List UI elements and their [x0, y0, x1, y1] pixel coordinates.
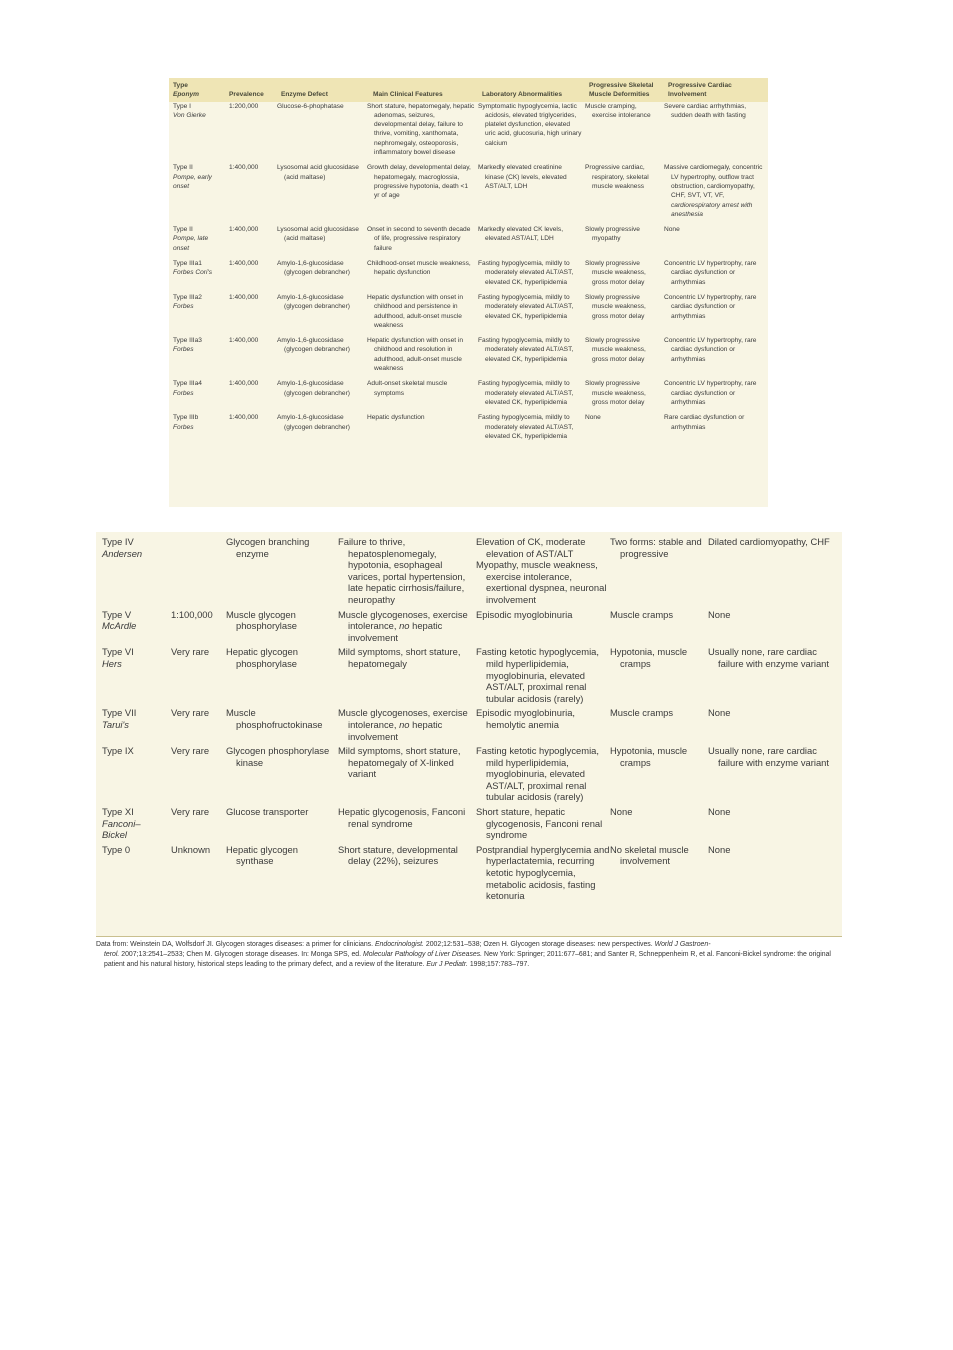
cell-lab-text: Markedly elevated CK levels, elevated AST/ALT, LDH [478, 226, 564, 243]
cell-type-text: Type IIIa4 [173, 380, 202, 388]
cell-skeletal [610, 643, 712, 704]
cell-cardiac [708, 606, 842, 644]
cell-enzyme [277, 287, 367, 330]
cell-prevalence [225, 157, 277, 219]
cell-type [169, 102, 225, 158]
cell-eponym: Von Gierke [173, 111, 206, 119]
cell-prevalence [225, 330, 277, 373]
footnote-line [96, 950, 844, 970]
cell-prevalence [165, 803, 230, 841]
cell-skeletal [610, 704, 712, 742]
cell-clinical [367, 287, 478, 330]
cell-type-text: Type 0 [102, 843, 131, 855]
cell-clinical [367, 157, 478, 219]
cell-skeletal [585, 330, 664, 373]
cell-prevalence [225, 287, 277, 330]
cell-eponym: Forbes [173, 423, 194, 431]
cell-prevalence [165, 643, 230, 704]
cell-eponym: Forbes Cori's [173, 269, 212, 277]
cell-clinical-text: Growth delay, developmental delay, hepatomegaly, macroglossia, progressive hypotonia, death <1 yr of age [367, 164, 471, 200]
cell-type [96, 532, 165, 606]
footnote-text: Fanconi-Bickel syndrome: the original patient and his natural history, historical steps leading to the primary defect, and a review of the literature. [104, 951, 831, 968]
cell-clinical-text: Onset in second to seventh decade of life, progressive respiratory failure [367, 226, 471, 252]
table-row [96, 841, 842, 902]
cell-eponym: Andersen [102, 547, 143, 559]
cell-enzyme-text: Amylo-1,6-glucosidase (glycogen debrancher) [277, 337, 350, 354]
cell-prevalence-text: 1:400,000 [229, 337, 259, 345]
cell-cardiac [664, 287, 768, 330]
table-row [169, 157, 768, 219]
cell-type [96, 803, 165, 841]
table-row [169, 407, 768, 441]
cell-skeletal-text: Muscle cramps [610, 608, 674, 620]
cell-skeletal-text: None [585, 414, 601, 422]
cell-cardiac-text: None [708, 843, 731, 855]
cell-type-text: Type IV [102, 536, 134, 547]
cell-lab-text: Fasting hypoglycemia, mildly to moderately elevated ALT/AST, elevated CK, hyperlipidemia [478, 380, 574, 406]
cell-type [169, 253, 225, 287]
cell-lab-text: Fasting hypoglycemia, mildly to moderately elevated ALT/AST, elevated CK, hyperlipidemia [478, 293, 574, 320]
cell-eponym: McArdle [102, 620, 137, 632]
cell-lab [476, 532, 614, 606]
footnote-journal: World J Gastroen- [654, 941, 711, 948]
cell-clinical-text: Muscle glycogenoses, exercise intolerance, [338, 707, 468, 730]
cell-clinical [338, 803, 480, 841]
cell-clinical-tail: hepatic involvement [348, 620, 443, 643]
cell-enzyme [277, 253, 367, 287]
cell-skeletal-text: Slowly progressive myopathy [585, 226, 640, 243]
cell-enzyme [226, 841, 342, 902]
cell-lab [478, 157, 585, 219]
cell-eponym: Hers [102, 657, 122, 669]
cell-type-text: Type VII [102, 707, 137, 719]
cell-cardiac-text: Massive cardiomegaly, concentric LV hypertrophy, outflow tract obstruction, cardiomyopathy, CHF, SVT, VT, VF, [664, 164, 763, 200]
table-row [96, 704, 842, 742]
cell-cardiac-text: Concentric LV hypertrophy, rare cardiac dysfunction or arrhythmias [664, 337, 757, 363]
cell-cardiac-text: None [708, 806, 731, 818]
cell-cardiac [664, 407, 768, 441]
cell-lab-text: Episodic myoglobinuria [476, 608, 573, 620]
cell-lab-extra: Myopathy, muscle weakness, exercise intolerance, exertional dyspnea, neuronal involvement [476, 559, 607, 605]
cell-enzyme [226, 704, 342, 742]
table-header-row [169, 78, 768, 102]
cell-skeletal-text: Hypotonia, muscle cramps [610, 646, 688, 669]
cell-prevalence [165, 704, 230, 742]
cell-clinical [367, 407, 478, 441]
cell-type [96, 841, 165, 902]
cell-lab-text: Fasting hypoglycemia, mildly to moderately elevated ALT/AST, elevated CK, hyperlipidemia [478, 260, 574, 286]
cell-cardiac [708, 742, 842, 803]
table-panel-upper [169, 78, 768, 507]
cell-type-text: Type IIIa3 [173, 337, 202, 345]
cell-lab [478, 219, 585, 253]
cell-skeletal [585, 407, 664, 441]
cell-enzyme [277, 102, 367, 158]
cell-clinical [367, 330, 478, 373]
table-row [169, 330, 768, 373]
cell-cardiac-text: Rare cardiac dysfunction or arrhythmias [664, 414, 745, 431]
cell-enzyme [277, 157, 367, 219]
cell-cardiac-text: Usually none, rare cardiac failure with enzyme variant [708, 745, 829, 768]
footnote-text: New York: Springer; 2011:677–681; and Santer R, Schneppenheim R, et al. [484, 951, 715, 958]
cell-clinical-text: Adult-onset skeletal muscle symptoms [367, 380, 448, 397]
cell-type [169, 373, 225, 407]
cell-cardiac-text: None [708, 707, 731, 719]
cell-enzyme [226, 742, 342, 803]
cell-skeletal [585, 253, 664, 287]
cell-clinical-text: Mild symptoms, short stature, hepatomegaly of X-linked variant [338, 745, 461, 780]
footnote-text: Data from: Weinstein DA, Wolfsdorf JI. Glycogen storages diseases: a primer for clinicians. [96, 941, 374, 948]
cell-prevalence [165, 841, 230, 902]
footnote-book: Molecular Pathology of Liver Diseases. [362, 951, 483, 958]
cell-cardiac [664, 219, 768, 253]
cell-clinical-text: Failure to thrive, hepatosplenomegaly, hypotonia, esophageal varices, portal hypertension, late hepatic cirrhosis/failure, neuropathy [338, 536, 466, 605]
cell-enzyme-text: Hepatic glycogen phosphorylase [226, 646, 298, 669]
cell-type-text: Type XI [102, 806, 134, 818]
cell-lab-text: Fasting hypoglycemia, mildly to moderately elevated ALT/AST, elevated CK, hyperlipidemia [478, 414, 574, 440]
table-body-upper [169, 102, 768, 442]
cell-clinical [338, 841, 480, 902]
cell-skeletal-text: Slowly progressive muscle weakness, gross motor delay [585, 380, 646, 406]
cell-enzyme-text: Hepatic glycogen synthase [226, 843, 298, 867]
cell-prevalence [225, 253, 277, 287]
cell-clinical-italic: no [399, 620, 410, 632]
cell-cardiac [708, 704, 842, 742]
table-row [169, 102, 768, 158]
cell-enzyme-text: Glucose transporter [226, 806, 309, 818]
cell-lab-text: Symptomatic hypoglycemia, lactic acidosis, elevated triglycerides, platelet dysfunction, elevated uric acid, glucosuria, high urinary calcium [478, 102, 582, 147]
cell-type-text: Type II [173, 164, 193, 172]
cell-clinical-text: Hepatic dysfunction [367, 414, 425, 422]
cell-skeletal [585, 287, 664, 330]
cell-lab [478, 102, 585, 158]
header-skeletal: Progressive Skeletal Muscle Deformities [585, 78, 664, 102]
gsd-table-lower [96, 532, 842, 902]
cell-prevalence-text: 1:200,000 [229, 102, 259, 110]
cell-clinical-text: Muscle glycogenoses, exercise intolerance, [338, 608, 468, 632]
cell-enzyme-text: Muscle glycogen phosphorylase [226, 608, 297, 632]
cell-skeletal-text: No skeletal muscle involvement [610, 843, 689, 867]
cell-lab [476, 742, 614, 803]
cell-lab-text: Short stature, hepatic glycogenosis, Fanconi renal syndrome [476, 806, 603, 841]
cell-prevalence [225, 102, 277, 158]
cell-cardiac [664, 373, 768, 407]
cell-cardiac-text: Concentric LV hypertrophy, rare cardiac dysfunction or arrhythmias [664, 260, 757, 286]
cell-prevalence-text: 1:400,000 [229, 293, 259, 301]
cell-prevalence-text: Unknown [171, 843, 211, 855]
cell-cardiac-text: Concentric LV hypertrophy, rare cardiac dysfunction or arrhythmias [664, 293, 757, 320]
cell-enzyme-text: Glycogen phosphorylase kinase [226, 745, 330, 768]
gsd-table-upper [169, 78, 768, 441]
cell-enzyme-text: Muscle phosphofructokinase [226, 707, 323, 730]
cell-skeletal [610, 803, 712, 841]
cell-type [96, 704, 165, 742]
cell-skeletal-text: Slowly progressive muscle weakness, gross motor delay [585, 293, 646, 320]
cell-lab [476, 606, 614, 644]
table-row [96, 606, 842, 644]
cell-prevalence-text: 1:400,000 [229, 380, 259, 388]
cell-eponym: Fanconi–Bickel [102, 817, 141, 841]
cell-cardiac [708, 643, 842, 704]
cell-lab-text: Markedly elevated creatinine kinase (CK) levels, elevated AST/ALT, LDH [478, 164, 567, 190]
cell-cardiac-text: Concentric LV hypertrophy, rare cardiac dysfunction or arrhythmias [664, 380, 757, 406]
cell-type-text: Type VI [102, 646, 134, 658]
header-prevalence: Prevalence [225, 78, 277, 102]
cell-type [169, 157, 225, 219]
cell-enzyme [226, 803, 342, 841]
footnote-text: 1998;157:783–797. [469, 961, 530, 968]
cell-skeletal [585, 219, 664, 253]
cell-type-text: Type IIIb [173, 414, 199, 422]
header-cardiac: Progressive Cardiac Involvement [664, 78, 768, 102]
cell-eponym: Forbes [173, 303, 194, 311]
cell-clinical [338, 742, 480, 803]
footnote-text: 2007;13:2541–2533; Chen M. Glycogen storage diseases. In: Monga SPS, ed. [121, 951, 362, 958]
cell-type-text: Type IIIa1 [173, 260, 202, 268]
header-type [169, 78, 225, 102]
table-row [169, 219, 768, 253]
cell-enzyme [277, 407, 367, 441]
table-footnote [96, 940, 844, 970]
cell-prevalence-text: 1:400,000 [229, 226, 259, 234]
cell-clinical-text: Hepatic glycogenosis, Fanconi renal syndrome [338, 806, 466, 829]
cell-prevalence [225, 407, 277, 441]
cell-prevalence-text: Very rare [171, 646, 210, 658]
cell-cardiac [664, 330, 768, 373]
table-body-lower [96, 532, 842, 902]
cell-type [169, 219, 225, 253]
cell-cardiac [708, 841, 842, 902]
cell-type-text: Type IX [102, 745, 134, 757]
cell-lab [478, 407, 585, 441]
cell-enzyme [277, 373, 367, 407]
cell-skeletal [585, 373, 664, 407]
cell-clinical-text: Hepatic dysfunction with onset in childhood and persistence in adulthood, adult-onset muscle weakness [367, 293, 464, 329]
cell-cardiac-text: Severe cardiac arrhythmias, sudden death with fasting [664, 102, 747, 119]
cell-type [169, 287, 225, 330]
cell-type [96, 643, 165, 704]
cell-prevalence-text: 1:400,000 [229, 260, 259, 268]
cell-prevalence-text: Very rare [171, 745, 210, 757]
footnote-journal: Endocrinologist. [374, 941, 424, 948]
cell-enzyme [226, 606, 342, 644]
cell-type [169, 407, 225, 441]
cell-clinical [367, 102, 478, 158]
cell-lab-text: Fasting hypoglycemia, mildly to moderately elevated ALT/AST, elevated CK, hyperlipidemia [478, 337, 574, 363]
cell-lab [476, 643, 614, 704]
cell-clinical-italic: no [399, 718, 410, 730]
cell-skeletal [610, 742, 712, 803]
cell-cardiac-text: Usually none, rare cardiac failure with enzyme variant [708, 646, 829, 669]
table-row [169, 287, 768, 330]
cell-enzyme-text: Lysosomal acid glucosidase (acid maltase) [277, 226, 359, 243]
cell-prevalence [165, 606, 230, 644]
cell-prevalence-text: 1:400,000 [229, 414, 259, 422]
header-clinical: Main Clinical Features [367, 78, 478, 102]
cell-skeletal [610, 841, 712, 902]
cell-prevalence [165, 742, 230, 803]
cell-eponym: Pompe, early onset [173, 173, 212, 190]
cell-enzyme-text: Glucose-6-phophatase [277, 102, 344, 110]
cell-enzyme-text: Amylo-1,6-glucosidase (glycogen debrancher) [277, 260, 350, 277]
cell-type [96, 742, 165, 803]
cell-eponym: Pompe, late onset [173, 235, 209, 252]
cell-lab [476, 841, 614, 902]
cell-lab-text: Elevation of CK, moderate elevation of AST/ALT [476, 536, 586, 559]
cell-skeletal-text: Progressive cardiac, respiratory, skeletal muscle weakness [585, 164, 649, 190]
cell-skeletal-text: Muscle cramps [610, 707, 674, 719]
cell-type-text: Type II [173, 226, 193, 234]
cell-enzyme-text: Amylo-1,6-glucosidase (glycogen debrancher) [277, 293, 350, 311]
cell-enzyme-text: Lysosomal acid glucosidase (acid maltase) [277, 164, 359, 181]
cell-skeletal-text: Hypotonia, muscle cramps [610, 745, 688, 768]
table-row [96, 742, 842, 803]
cell-clinical [367, 253, 478, 287]
cell-clinical [338, 704, 480, 742]
footnote-journal: terol. [104, 951, 120, 958]
cell-type-text: Type V [102, 608, 132, 620]
cell-skeletal-text: None [610, 806, 633, 818]
cell-clinical-text: Short stature, hepatomegaly, hepatic adenomas, seizures, developmental delay, failure to thrive, vomiting, xanthomata, nephromegaly, osteoporosis, inflammatory bowel disease [367, 102, 475, 157]
cell-cardiac [664, 157, 768, 219]
cell-cardiac-text: None [708, 608, 731, 620]
cell-eponym: Tarui's [102, 718, 129, 730]
cell-enzyme [226, 643, 342, 704]
cell-skeletal-text: Slowly progressive muscle weakness, gross motor delay [585, 337, 646, 363]
cell-skeletal-text: Muscle cramping, exercise intolerance [585, 102, 651, 119]
table-row [96, 643, 842, 704]
cell-prevalence-text: Very rare [171, 806, 210, 818]
table-row [169, 373, 768, 407]
cell-clinical-text: Short stature, developmental delay (22%), seizures [338, 843, 458, 867]
header-type-label: Type [173, 82, 188, 89]
cell-enzyme [277, 219, 367, 253]
cell-clinical [338, 643, 480, 704]
cell-lab-text: Fasting ketotic hypoglycemia, mild hyperlipidemia, myoglobinuria, elevated AST/ALT, proximal renal tubular acidosis (rarely) [476, 745, 599, 803]
cell-cardiac-text: None [664, 226, 680, 234]
table-row [96, 803, 842, 841]
cell-enzyme [277, 330, 367, 373]
cell-cardiac [664, 102, 768, 158]
cell-cardiac [664, 253, 768, 287]
cell-lab [478, 253, 585, 287]
cell-clinical [338, 606, 480, 644]
header-enzyme: Enzyme Defect [277, 78, 367, 102]
table-row [96, 532, 842, 606]
cell-skeletal [610, 606, 712, 644]
cell-prevalence-text: 1:400,000 [229, 164, 259, 172]
cell-cardiac [708, 532, 842, 606]
cell-enzyme-text: Amylo-1,6-glucosidase (glycogen debrancher) [277, 414, 350, 431]
cell-skeletal-text: Slowly progressive muscle weakness, gross motor delay [585, 260, 646, 286]
cell-prevalence [165, 532, 230, 606]
cell-type-text: Type I [173, 102, 191, 110]
cell-clinical [367, 219, 478, 253]
header-eponym-label: Eponym [173, 91, 200, 99]
cell-cardiac [708, 803, 842, 841]
cell-skeletal [610, 532, 712, 606]
header-lab: Laboratory Abnormalities [478, 78, 585, 102]
cell-cardiac-italic: cardiorespiratory arrest with anesthesia [671, 201, 753, 218]
cell-skeletal [585, 157, 664, 219]
cell-lab-text: Episodic myoglobinuria, hemolytic anemia [476, 707, 576, 730]
cell-type-text: Type IIIa2 [173, 293, 202, 301]
cell-lab-text: Postprandial hyperglycemia and hyperlactatemia, recurring ketotic hypoglycemia, metabolic acidosis, fasting ketonuria [476, 843, 610, 902]
cell-lab [476, 803, 614, 841]
cell-enzyme-text: Glycogen branching enzyme [226, 536, 310, 559]
cell-type [96, 606, 165, 644]
cell-skeletal-text: Two forms: stable and progressive [610, 536, 702, 559]
cell-clinical-text: Mild symptoms, short stature, hepatomegaly [338, 646, 461, 669]
cell-eponym: Forbes [173, 346, 194, 354]
footnote-text: 2002;12:531–538; Ozen H. Glycogen storage diseases: new perspectives. [425, 941, 653, 948]
cell-cardiac-text: Dilated cardiomyopathy, CHF [708, 536, 830, 547]
cell-clinical [367, 373, 478, 407]
table-panel-lower [96, 532, 842, 936]
cell-clinical-text: Hepatic dysfunction with onset in childhood and resolution in adulthood, adult-onset muscle weakness [367, 337, 464, 373]
table-row [169, 253, 768, 287]
cell-lab [478, 287, 585, 330]
cell-clinical [338, 532, 480, 606]
cell-eponym: Forbes [173, 389, 194, 397]
footnote-divider [96, 936, 842, 937]
cell-clinical-text: Childhood-onset muscle weakness, hepatic dysfunction [367, 260, 471, 277]
cell-lab [478, 373, 585, 407]
cell-lab-text: Fasting ketotic hypoglycemia, mild hyperlipidemia, myoglobinuria, elevated AST/ALT, proximal renal tubular acidosis (rarely) [476, 646, 599, 704]
cell-enzyme-text: Amylo-1,6-glucosidase (glycogen debrancher) [277, 380, 350, 397]
cell-prevalence [225, 373, 277, 407]
footnote-journal: Eur J Pediatr. [426, 961, 468, 968]
cell-lab [478, 330, 585, 373]
cell-type [169, 330, 225, 373]
cell-enzyme [226, 532, 342, 606]
cell-prevalence-text: Very rare [171, 707, 210, 719]
cell-clinical-tail: hepatic involvement [348, 718, 443, 742]
cell-lab [476, 704, 614, 742]
cell-prevalence-text: 1:100,000 [171, 608, 213, 620]
cell-skeletal [585, 102, 664, 158]
cell-prevalence [225, 219, 277, 253]
